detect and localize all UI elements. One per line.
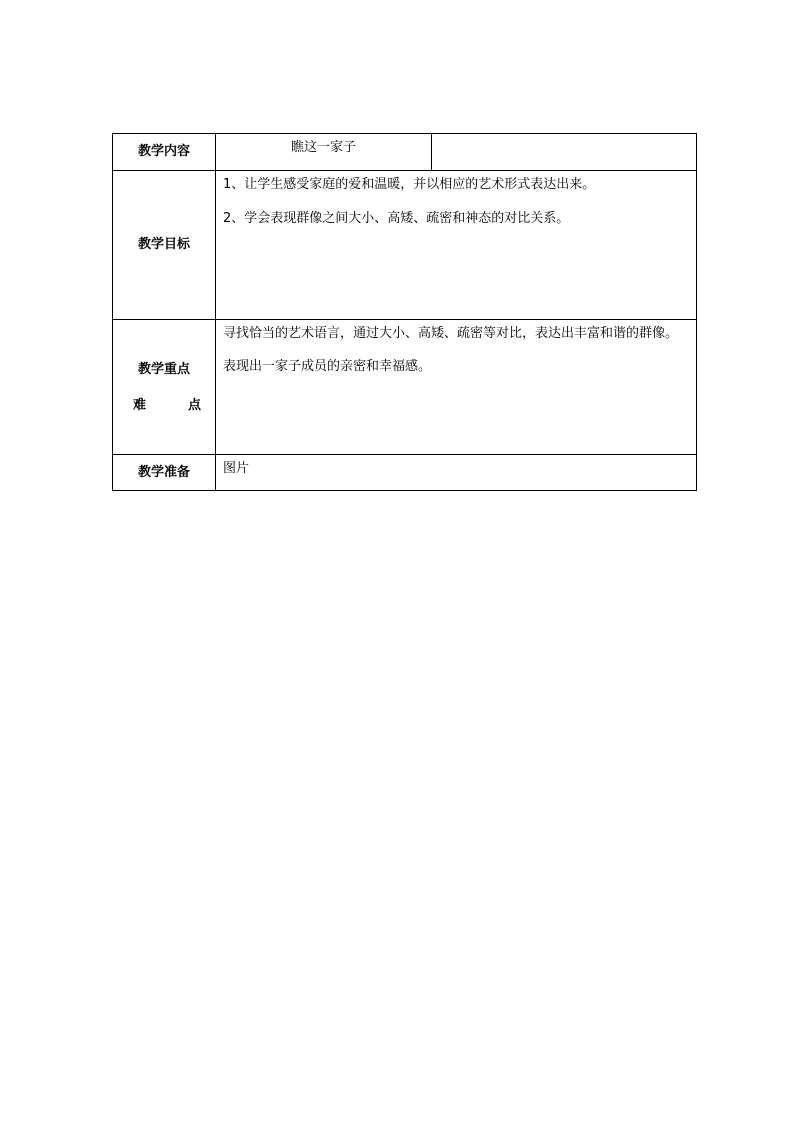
prep-value: 图片 — [216, 455, 697, 491]
prep-label: 教学准备 — [113, 455, 216, 491]
content-title: 瞧这一家子 — [216, 134, 432, 171]
keys-cell — [216, 320, 697, 455]
goal-item-1: 1、让学生感受家庭的爱和温暖，并以相应的艺术形式表达出来。 — [223, 177, 596, 192]
goals-label: 教学目标 — [113, 171, 216, 320]
keys-row — [113, 320, 697, 455]
content-label: 教学内容 — [113, 134, 216, 171]
goal-item-2: 2、学会表现群像之间大小、高矮、疏密和神态的对比关系。 — [223, 211, 570, 226]
keys-label — [113, 320, 216, 455]
key-point-2: 表现出一家子成员的亲密和幸福感。 — [223, 359, 432, 374]
keys-label-line1: 教学重点 — [137, 362, 190, 377]
goals-cell — [216, 171, 697, 320]
empty-cell — [432, 134, 697, 171]
content-row — [113, 134, 697, 171]
key-point-1: 寻找恰当的艺术语言，通过大小、高矮、疏密等对比，表达出丰富和谐的群像。 — [223, 326, 679, 341]
lesson-plan-table — [112, 133, 697, 491]
prep-row — [113, 455, 697, 491]
keys-label-line2: 难 点 — [133, 398, 201, 413]
goals-row — [113, 171, 697, 320]
